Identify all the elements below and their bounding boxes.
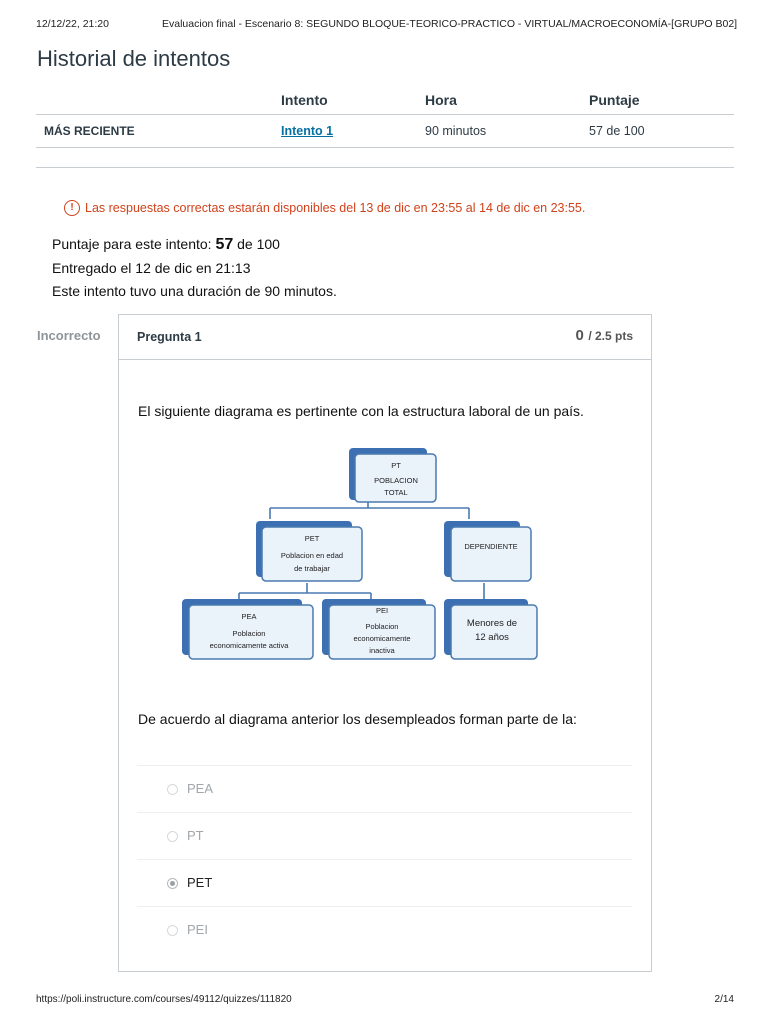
question-text: El siguiente diagrama es pertinente con la estructura laboral de un país. <box>138 403 584 419</box>
men-line2: 12 años <box>475 632 509 643</box>
points-earned: 0 <box>575 327 584 344</box>
answer-option[interactable] <box>137 906 632 953</box>
node-dependiente <box>444 521 531 581</box>
question-prompt: De acuerdo al diagrama anterior los desempleados forman parte de la: <box>138 711 577 727</box>
pea-line2: Poblacion <box>232 629 266 638</box>
warning-icon: ! <box>64 200 80 216</box>
radio-button[interactable] <box>167 831 178 842</box>
pea-line3: economicamente activa <box>209 641 289 650</box>
table-header <box>36 84 734 115</box>
radio-button[interactable] <box>167 925 178 936</box>
answer-option[interactable] <box>137 765 632 812</box>
print-page-title: Evaluacion final - Escenario 8: SEGUNDO BLOQUE-TEORICO-PRACTICO - VIRTUAL/MACROECONOMÍA-[GRUPO B02] <box>162 18 738 30</box>
print-page-number: 2/14 <box>714 994 734 1005</box>
pet-line2: Poblacion en edad <box>280 551 344 560</box>
duration-line: Este intento tuvo una duración de 90 minutos. <box>52 283 337 299</box>
score-suffix: de 100 <box>237 236 280 252</box>
node-pt <box>349 448 436 502</box>
row-score: 57 de 100 <box>589 124 645 138</box>
attempt-link[interactable]: Intento 1 <box>281 124 334 138</box>
answer-option[interactable] <box>137 812 632 859</box>
header-time: Hora <box>425 92 457 108</box>
answers-availability-alert <box>64 200 585 216</box>
pt-line1: PT <box>391 461 401 470</box>
question-points <box>576 327 633 345</box>
score-prefix: Puntaje para este intento: <box>52 236 212 252</box>
question-header <box>119 315 651 360</box>
men-line1: Menores de <box>466 618 518 629</box>
pei-line3: economicamente <box>353 634 411 643</box>
answer-label: PEA <box>187 781 214 796</box>
header-attempt: Intento <box>281 92 328 108</box>
pet-line3: de trabajar <box>294 564 330 573</box>
print-url: https://poli.instructure.com/courses/49112/quizzes/111820 <box>36 994 292 1005</box>
table-row <box>36 115 734 148</box>
alert-text: Las respuestas correctas estarán disponibles del 13 de dic en 23:55 al 14 de dic en 23:55. <box>85 201 586 215</box>
score-line <box>52 233 337 257</box>
answer-label: PET <box>187 875 213 890</box>
points-total: / 2.5 pts <box>588 329 633 343</box>
node-menores <box>444 599 537 659</box>
pei-line4: inactiva <box>369 646 395 655</box>
pei-line1: PEI <box>375 606 389 615</box>
node-pea <box>182 599 313 659</box>
labor-structure-diagram <box>179 443 559 665</box>
print-datetime: 12/12/22, 21:20 <box>36 18 109 30</box>
pt-line2: POBLACION <box>374 476 418 485</box>
header-score: Puntaje <box>589 92 640 108</box>
pt-line3: TOTAL <box>384 488 408 497</box>
divider <box>36 167 734 168</box>
row-time: 90 minutos <box>425 124 487 138</box>
pei-line2: Poblacion <box>365 622 399 631</box>
attempt-history-table <box>36 84 734 148</box>
pea-line1: PEA <box>241 612 257 621</box>
attempt-summary <box>52 233 337 304</box>
answer-label: PT <box>187 828 204 843</box>
score-value: 57 <box>215 236 234 253</box>
radio-button[interactable] <box>167 784 178 795</box>
row-label: MÁS RECIENTE <box>44 124 135 138</box>
submitted-line: Entregado el 12 de dic en 21:13 <box>52 259 251 276</box>
question-card <box>118 314 652 972</box>
node-pet <box>256 521 362 581</box>
question-title: Pregunta 1 <box>137 330 202 344</box>
node-pei <box>322 599 435 659</box>
answer-list <box>137 765 632 953</box>
dep-line1: DEPENDIENTE <box>464 542 518 551</box>
question-status-label: Incorrecto <box>37 328 101 343</box>
pet-line1: PET <box>304 534 320 543</box>
answer-option-selected[interactable] <box>137 859 632 906</box>
page-title: Historial de intentos <box>37 46 231 71</box>
answer-label: PEI <box>187 922 208 937</box>
radio-button-selected[interactable] <box>167 878 178 889</box>
